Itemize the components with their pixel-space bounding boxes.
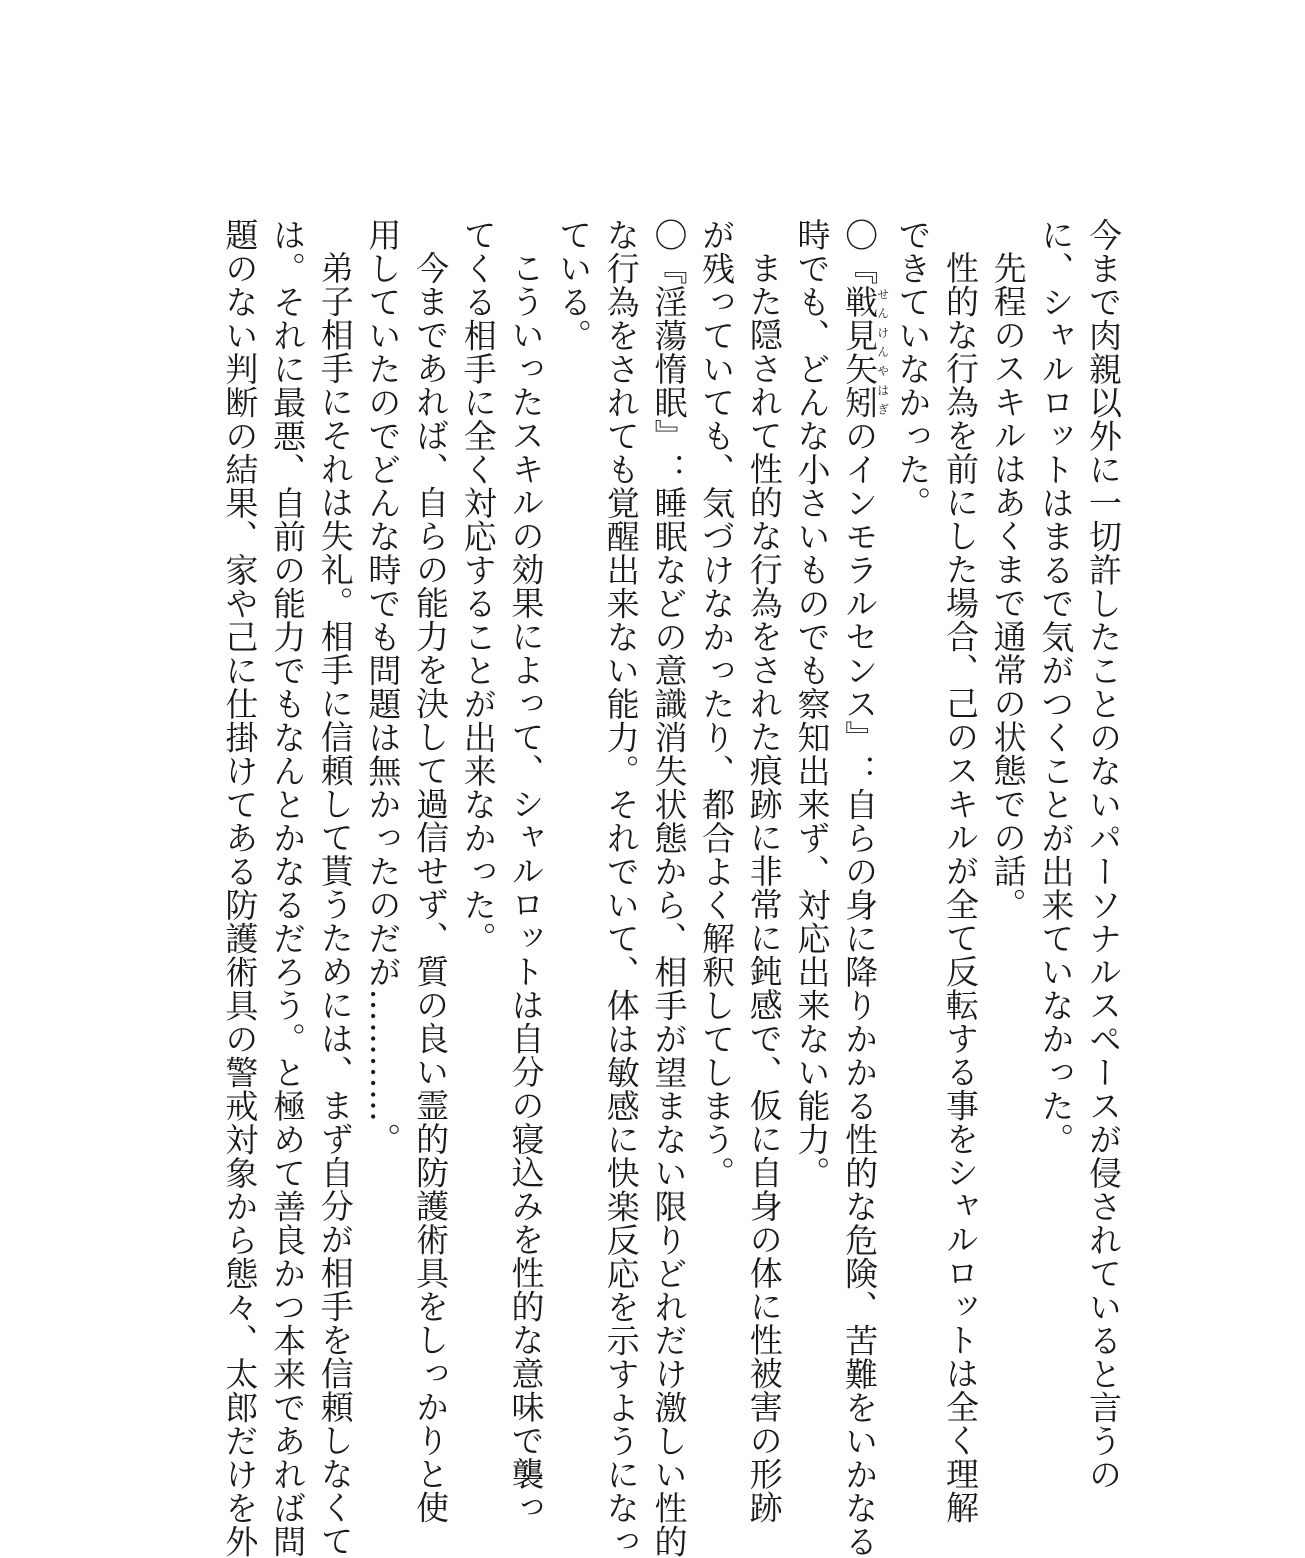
text-line: てくる相手に全く対応することが出来なかった。 [458, 218, 498, 955]
text-line: 今まであれば、自らの能力を決して過信せず、質の良い霊的防護術具をしっかりと使 [411, 251, 451, 1524]
skill-line-with-ruby [835, 218, 890, 1558]
text-line: な行為をされても覚醒出来ない能力。それでいて、体は敏感に快楽反応を示すようになっ [601, 218, 641, 1558]
text-line: できていなかった。 [893, 218, 933, 520]
text-line: こういったスキルの効果によって、シャルロットは自分の寝込みを性的な意味で襲っ [506, 251, 546, 1524]
text-line: 〇『淫蕩惰眠』：睡眠などの意識消失状態から、相手が望まない限りどれだけ激しい性的 [649, 218, 689, 1558]
ruby-reading: せんけんやはぎ [875, 285, 890, 419]
text-line: は。それに最悪、自前の能力でもなんとかなるだろう。と極めて善良かつ本来であれば問 [268, 218, 308, 1558]
text-line: ている。 [554, 218, 594, 352]
ruby-annotation [840, 285, 890, 419]
text-line: に、シャルロットはまるで気がつくことが出来ていなかった。 [1036, 218, 1076, 1156]
ruby-base: 戦見矢矧 [840, 285, 880, 419]
text-line: 今まで肉親以外に一切許したことのないパーソナルスペースが侵されていると言うの [1084, 218, 1123, 1491]
text-line: また隠されて性的な行為をされた痕跡に非常に鈍感で、仮に自身の体に性被害の形跡 [744, 251, 784, 1524]
text-line: 弟子相手にそれは失礼。相手に信頼して貰うためには、まず自分が相手を信頼しなくて [315, 251, 355, 1558]
text-line: 先程のスキルはあくまで通常の状態での話。 [988, 251, 1028, 921]
text-line: 性的な行為を前にした場合、己のスキルが全て反転する事をシャルロットは全く理解 [940, 251, 980, 1524]
text-line: 題のない判断の結果、家や己に仕掛けてある防護術具の警戒対象から態々、太郎だけを外 [220, 218, 260, 1558]
text-segment: 〇『 [840, 218, 880, 285]
text-line: 時でも、どんな小さいものでも察知出来ず、対応出来ない能力。 [792, 218, 832, 1190]
text-line: 用していたのでどんな時でも問題は無かったのだが…………。 [363, 218, 403, 1156]
text-segment: のインモラルセンス』：自らの身に降りかかる性的な危険、苦難をいかなる [840, 419, 880, 1558]
text-line: が残っていても、気づけなかったり、都合よく解釈してしまう。 [697, 218, 737, 1190]
vertical-text-body [216, 218, 1127, 1558]
